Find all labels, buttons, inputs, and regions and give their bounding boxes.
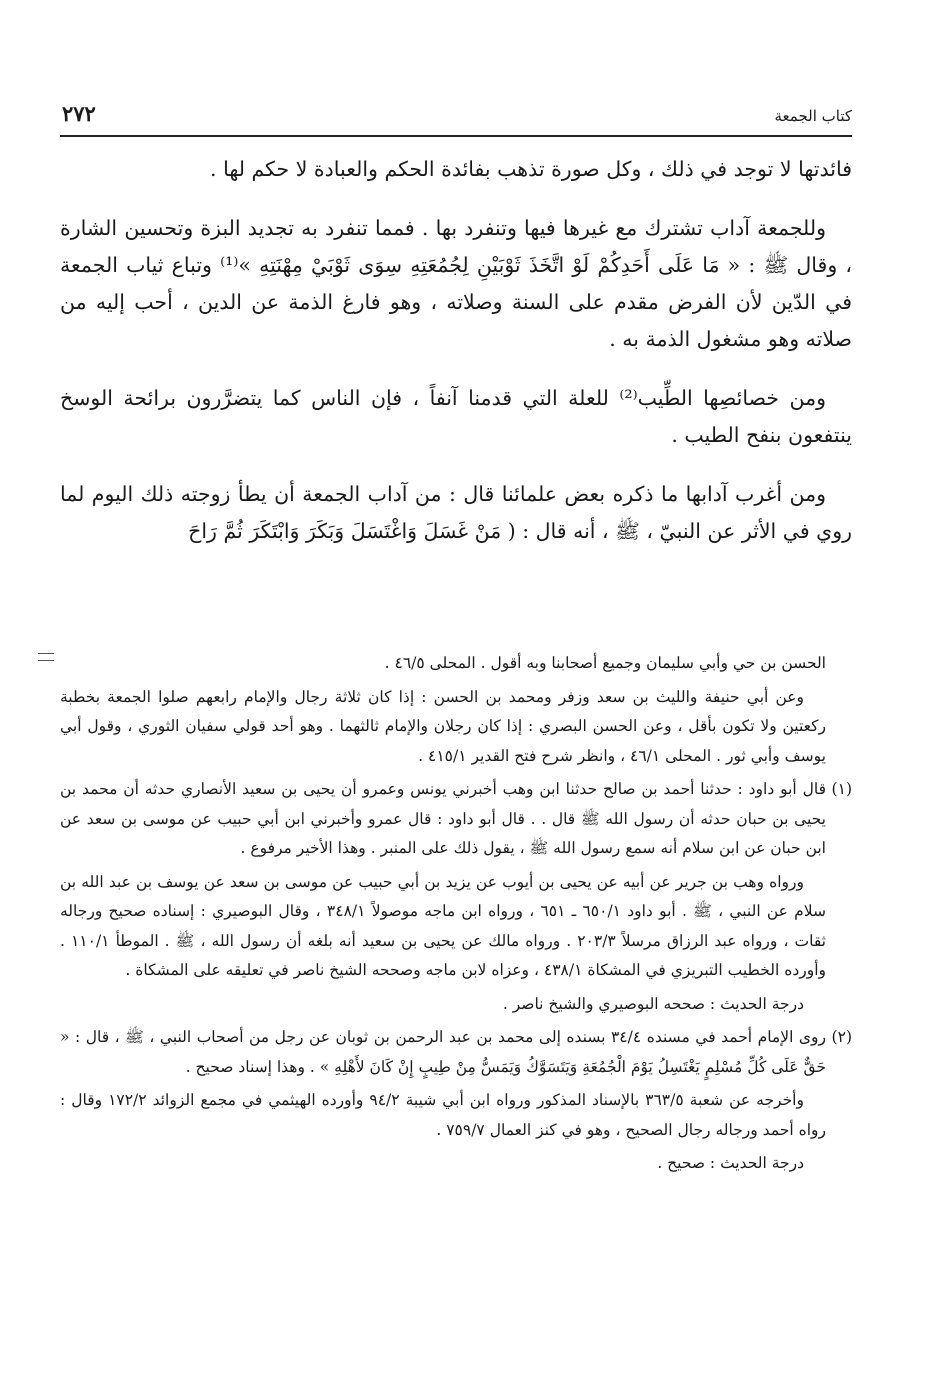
footnote-1	[60, 775, 852, 864]
header-rule	[60, 135, 852, 137]
footnote-number: (٢)	[831, 1028, 852, 1046]
footnote-2-grade: درجة الحديث : صحيح .	[657, 1154, 804, 1172]
footnote-text: روى الإمام أحمد في مسنده ٣٤/٤ بسنده إلى محمد بن عبد الرحمن بن ثوبان عن رجل من أصحاب النبي ، ﷺ ، قال : « حَقٌّ عَلَى كُلِّ مُسْلِمٍ يَغْتَسِلُ يَوْمَ الْجُمُعَةِ وَيَتَسَوَّكُ وَيَمَسُّ مِنْ طِيبٍ إِنْ كَانَ لأَهْلِهِ » . وهذا إسناد صحيح .	[60, 1028, 826, 1076]
book-page	[60, 95, 852, 1355]
footnote-1-grade: درجة الحديث : صححه البوصيري والشيخ ناصر .	[502, 994, 804, 1013]
running-title: كتاب الجمعة	[774, 107, 852, 125]
footnote-1-extra: ورواه وهب بن جرير عن أبيه عن يحيى بن أيوب عن يزيد بن أبي حبيب عن موسى بن سعد عن يوسف بن عبد الله بن سلام عن النبي ، ﷺ . أبو داود ٦٥٠/١ ـ ٦٥١ ، ورواه ابن ماجه موصولاً ٣٤٨/١ ، وقال البوصيري : إسناده صحيح ورجاله ثقات ، ورواه عبد الرزاق مرسلاً ٢٠٣/٣ . ورواه مالك عن يحيى بن سعيد أنه بلغه أن رسول الله ، ﷺ . الموطأ ١١٠/١ . وأورده الخطيب التبريزي في المشكاة ٤٣٨/١ ، وعزاه لابن ماجه وصححه الشيخ ناصر في تعليقه على المشكاة .	[60, 872, 826, 979]
paragraph: ومن أغرب آدابها ما ذكره بعض علمائنا قال : من آداب الجمعة أن يطأ زوجته ذلك اليوم لما روي في الأثر عن النبيّ ، ﷺ ، أنه قال : ( مَنْ غَسَلَ وَاغْتَسَلَ وَبَكَرَ وَابْتَكَرَ ثُمَّ رَاحَ	[60, 482, 852, 543]
paragraph: فائدتها لا توجد في ذلك ، وكل صورة تذهب بفائدة الحكم والعبادة لا حكم لها .	[210, 157, 852, 181]
main-text	[60, 151, 852, 550]
footnotes	[60, 649, 852, 1183]
footnote-separator	[38, 653, 54, 661]
page-number: ٢٧٢	[62, 101, 96, 126]
page-header	[60, 95, 852, 131]
footnote-carryover: الحسن بن حي وأبي سليمان وجميع أصحابنا وبه أقول . المحلى ٤٦/٥ .	[384, 654, 826, 672]
footnote-text: قال أبو داود : حدثنا أحمد بن صالح حدثنا ابن وهب أخبرني يونس وعمرو أن يحيى بن سعيد الأنصاري حدثه أن محمد بن يحيى بن حبان حدثه أن رسول الله ﷺ قال . . قال أبو داود : قال عمرو وأخبرني ابن أبي حبيب عن موسى بن سعد عن ابن حبان عن ابن سلام أنه سمع رسول الله ﷺ ، يقول ذلك على المنبر . وهذا الأخير مرفوع .	[60, 780, 826, 857]
paragraph: وللجمعة آداب تشترك مع غيرها فيها وتنفرد بها . فمما تنفرد به تجديد البزة وتحسين الشارة ، وقال ﷺ : « مَا عَلَى أَحَدِكُمْ لَوْ اتَّخَذَ ثَوْبَيْنِ لِجُمُعَتِهِ سِوَى ثَوْبَيْ مِهْنَتِهِ »⁽¹⁾ وتباع ثياب الجمعة في الدّين لأن الفرض مقدم على السنة وصلاته ، وهو فارغ الذمة عن الدين ، أحب إليه من صلاته وهو مشغول الذمة به .	[60, 216, 852, 351]
footnote-2-extra: وأخرجه عن شعبة ٣٦٣/٥ بالإسناد المذكور ورواه ابن أبي شيبة ٩٤/٢ وأورده الهيثمي في مجمع الزوائد ١٧٢/٢ وقال : رواه أحمد ورجاله رجال الصحيح ، وهو في كنز العمال ٧٥٩/٧ .	[60, 1091, 826, 1139]
footnote-carryover: وعن أبي حنيفة والليث بن سعد وزفر ومحمد بن الحسن : إذا كان ثلاثة رجال والإمام رابعهم صلوا الجمعة بخطبة ركعتين ولا تكون بأقل ، وعن الحسن البصري : إذا كان رجلان والإمام ثالثهما . وهو أحد قولي سفيان الثوري ، وقول أبي يوسف وأبي ثور . المحلى ٤٦/١ ، وانظر شرح فتح القدير ٤١٥/١ .	[60, 687, 826, 765]
footnote-number: (١)	[831, 780, 852, 798]
paragraph: ومن خصائصِها الطِّيب⁽²⁾ للعلة التي قدمنا آنفاً ، فإن الناس كما يتضرَّرون برائحة الوسخ ينتفعون بنفح الطيب .	[60, 386, 852, 447]
footnote-2	[60, 1023, 852, 1082]
